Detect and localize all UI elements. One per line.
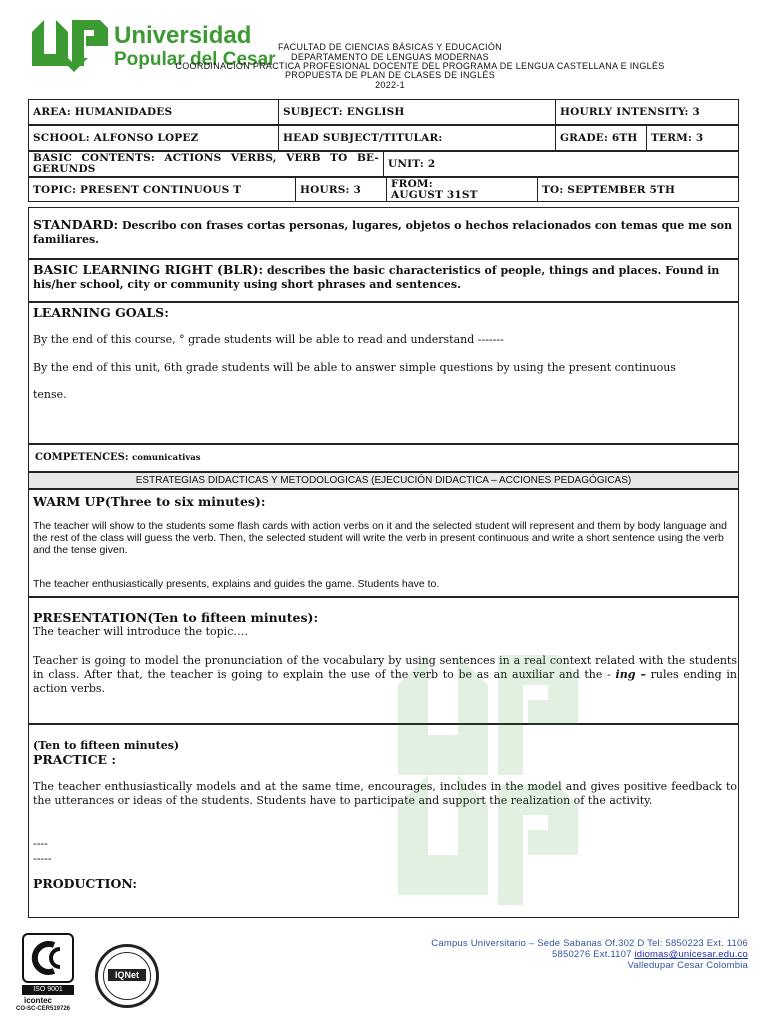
- hourly-intensity-cell: HOURLY INTENSITY: 3: [556, 100, 739, 125]
- head-subject-cell: HEAD SUBJECT/TITULAR:: [279, 126, 556, 151]
- from-cell: [387, 178, 538, 202]
- hours-cell: HOURS: 3: [296, 178, 387, 202]
- presentation-intro: The teacher will introduce the topic….: [33, 625, 248, 638]
- blr-label: BASIC LEARNING RIGHT (BLR):: [33, 262, 264, 277]
- proposal-heading: PROPUESTA DE PLAN DE CLASES DE INGLÉS: [285, 70, 495, 80]
- blr-paragraph: [33, 263, 736, 292]
- presentation-title: PRESENTATION(Ten to fifteen minutes):: [33, 610, 319, 625]
- blr-text: describes the basic characteristics of people, things and places. Found in his/her school, city or community using short phrases and sentences.: [33, 264, 720, 291]
- competences-label: COMPETENCES:: [35, 452, 129, 463]
- info-row-2: [28, 125, 739, 151]
- presentation-paragraph: [33, 654, 737, 696]
- practice-dash-2: -----: [33, 852, 52, 865]
- faculty-heading: FACULTAD DE CIENCIAS BÁSICAS Y EDUCACIÓN: [278, 42, 502, 52]
- subject-cell: SUBJECT: ENGLISH: [279, 100, 556, 125]
- learning-goals-box: [28, 302, 739, 444]
- topic-cell: TOPIC: PRESENT CONTINUOUS T: [29, 178, 296, 202]
- warmup-paragraph-1: The teacher will show to the students some flash cards with action verbs on it and the selected student will represent and them by body language and the rest of the class will guess the verb. Then, the selected student will write the verb in present continuous and write a short sentence using the verb and the tense given.: [33, 520, 727, 556]
- standard-box: [28, 207, 739, 259]
- footer-phone: 5850276 Ext.1107: [552, 949, 632, 960]
- practice-dash-1: ----: [33, 837, 48, 850]
- from-label: FROM:: [391, 177, 433, 190]
- info-row-4: [28, 177, 739, 202]
- practice-box: [28, 724, 739, 918]
- standard-text: Describo con frases cortas personas, lugares, objetos o hechos relacionados con temas que me son familiares.: [33, 219, 733, 246]
- icontec-certification: [16, 933, 76, 1013]
- practice-time: (Ten to fifteen minutes): [33, 739, 180, 752]
- learning-goals-label: LEARNING GOALS:: [33, 305, 169, 320]
- footer-city: Valledupar Cesar Colombia: [627, 960, 748, 971]
- school-cell: SCHOOL: ALFONSO LOPEZ: [29, 126, 279, 151]
- icontec-logo-icon: [22, 933, 74, 983]
- production-title: PRODUCTION:: [33, 876, 137, 891]
- presentation-text-c: rules ending in action verbs.: [33, 668, 737, 695]
- footer-email-link[interactable]: idiomas@unicesar.edu.co: [634, 949, 748, 960]
- blr-box: [28, 259, 739, 302]
- department-heading: DEPARTAMENTO DE LENGUAS MODERNAS: [291, 52, 489, 62]
- cert-code: CO-SC-CER519726: [16, 1006, 71, 1012]
- iqnet-label: IQNet: [108, 969, 146, 981]
- presentation-box: [28, 597, 739, 724]
- term-cell: TERM: 3: [647, 126, 739, 151]
- info-row-3: [28, 151, 739, 177]
- grade-cell: GRADE: 6TH: [556, 126, 647, 151]
- competences-line: [35, 452, 201, 463]
- upc-logo-icon: [30, 14, 110, 74]
- warmup-box: [28, 489, 739, 597]
- from-date: AUGUST 31ST: [391, 188, 478, 201]
- competences-box: [28, 444, 739, 472]
- iso-label: ISO 9001: [22, 985, 74, 995]
- practice-paragraph: The teacher enthusiastically models and at the same time, encourages, includes in the model and gives positive feedback to the utterances or ideas of the students. Students have to participate and support the realization of the activity.: [33, 780, 737, 807]
- learning-goal-2-cont: tense.: [33, 388, 67, 401]
- icontec-mark-icon: [24, 935, 72, 981]
- standard-paragraph: [33, 218, 733, 247]
- standard-label: STANDARD:: [33, 217, 119, 232]
- competences-value: comunicativas: [132, 453, 201, 463]
- strategies-header: ESTRATEGIAS DIDACTICAS Y METODOLOGICAS (EJECUCIÓN DIDACTICA – ACCIONES PEDAGÓGICAS): [28, 472, 739, 489]
- practice-title: PRACTICE :: [33, 752, 117, 767]
- learning-goal-2: By the end of this unit, 6th grade students will be able to answer simple questions by using the present continuous: [33, 361, 676, 374]
- logo-title-line1: Universidad: [114, 22, 252, 49]
- period-heading: 2022-1: [375, 80, 405, 90]
- basic-contents-cell: BASIC CONTENTS: ACTIONS VERBS, VERB TO BE- GERUNDS: [29, 152, 384, 177]
- info-row-1: [28, 99, 739, 125]
- upc-watermark-icon: [388, 655, 588, 915]
- to-cell: TO: SEPTEMBER 5TH: [538, 178, 739, 202]
- coordination-heading: COORDINACIÓN PRACTICA PROFESIONAL DOCENTE DEL PROGRAMA DE LENGUA CASTELLANA E INGLÉS: [175, 61, 665, 71]
- footer-address: Campus Universitario – Sede Sabanas Of.302 D Tel: 5850223 Ext. 1106: [431, 938, 748, 949]
- logo-title-line2: Popular del Cesar: [114, 49, 276, 70]
- presentation-text-a: Teacher is going to model the pronunciation of the vocabulary by using sentences in a real context related with the students in class. After that, the teacher is going to explain the use of the verb to be as an auxiliar and the -: [33, 654, 737, 681]
- presentation-text-ing: ing –: [615, 668, 646, 681]
- warmup-paragraph-2: The teacher enthusiastically presents, explains and guides the game. Students have to.: [33, 578, 440, 590]
- warmup-title: WARM UP(Three to six minutes):: [33, 494, 266, 509]
- iqnet-logo-icon: [95, 944, 159, 1008]
- area-cell: AREA: HUMANIDADES: [29, 100, 279, 125]
- unit-cell: UNIT: 2: [384, 152, 739, 177]
- icontec-label: icontec: [24, 996, 53, 1005]
- learning-goal-1: By the end of this course, ° grade students will be able to read and understand -------: [33, 333, 504, 346]
